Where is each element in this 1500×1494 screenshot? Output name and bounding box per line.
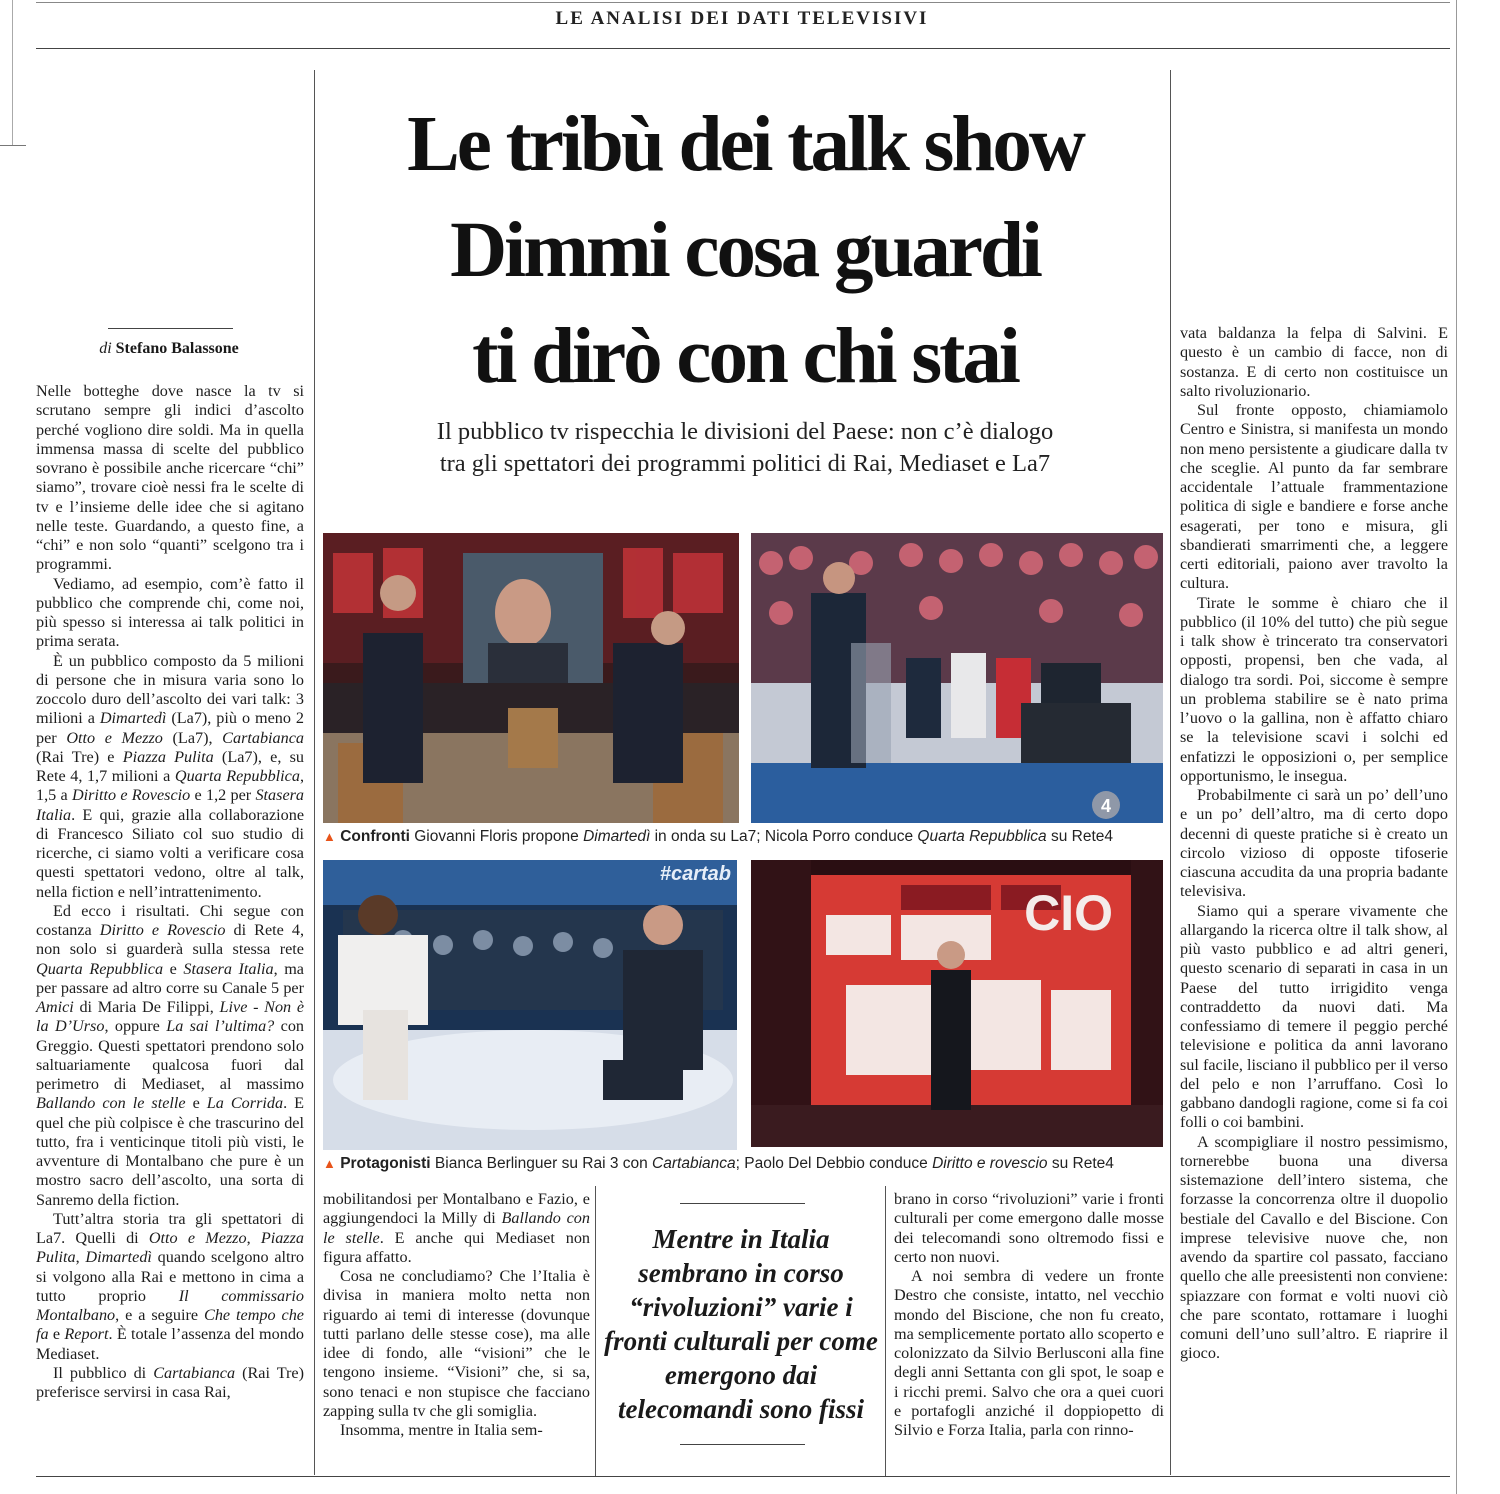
top-rule	[36, 2, 1450, 3]
pullquote-rule-top	[680, 1203, 805, 1204]
headline-line: ti dirò con chi stai	[472, 313, 1018, 400]
byline-rule	[108, 328, 233, 329]
page-edge-right	[1456, 0, 1457, 1494]
pull-quote: Mentre in Italia sembrano in corso “rivoluzioni” varie i fronti culturali per come emergono dai telecomandi sono fissi	[604, 1224, 878, 1424]
crop-mark	[0, 145, 26, 146]
column-rule	[595, 1186, 596, 1476]
column-rule	[885, 1186, 886, 1476]
section-header: LE ANALISI DEI DATI TELEVISIVI	[555, 8, 929, 29]
bottom-rule	[36, 1476, 1450, 1477]
photo-diritto-rovescio	[751, 860, 1163, 1147]
subheadline: Il pubblico tv rispecchia le divisioni del Paese: non c’è dialogo tra gli spettatori dei programmi politici di Rai, Mediaset e La7	[436, 418, 1054, 477]
headline-line: Dimmi cosa guardi	[450, 207, 1040, 294]
crop-mark-v	[12, 0, 13, 145]
hashtag-overlay: #cartab	[659, 863, 731, 885]
article-column-4: vata baldanza la felpa di Salvini. E questo è un cambio di facce, non di sostanza. E di certo non costituisce un salto rivoluzionario. Sul fronte opposto, chiamiamolo Centro e Sinistra, si manifesta un mondo non meno persistente a giudicare dalla tv che sceglie. Al punto da far sembrare accidentale l’attuale frammentazione politica di sigle e bandiere e forse anche esagerati, per tono e misura, gli sbandierati smarrimenti che, a leggere certi editoriali, paiono aver travolto la cultura. Tirate le somme è chiaro che il pubblico (il 10% del tutto) che più segue i talk show è trincerato tra conservatori opposti, propensi, ben che vada, al dialogo tra sordi. Poi, siccome è sempre un problema stabilire se è nato prima l’uovo o la gallina, non è affatto chiaro se la televisione scavi i solchi ed enfatizzi le opposizioni o, per semplice opportunismo, le insegua. Probabilmente ci sarà un po’ dell’uno e un po’ dell’altro, ma di certo dopo decenni di queste pratiche si è creato un circolo vizioso di opposte tifoserie ciascuna accudita da una propria badante televisiva. Siamo qui a sperare vivamente che allargando la ricerca oltre il talk show, al più vasto pubblico e ad altri generi, questo scenario di separati in casa in un Paese del tutto irrigidito venga contraddetto da nuovi dati. Ma confessiamo di temere il peggio perché televisione e politica da anni lavorano sul facile, lisciano il pubblico per il verso del pelo e non l’arruffano. Così lo gabbano dandogli ragione, come si fa coi folli o coi bambini. A scompigliare il nostro pessimismo, tornerebbe buona una diversa sistemazione dell’intero sistema, che forzasse la concorrenza oltre il duopolio bestiale del Cavallo e del Biscione. Con imprese televisive nuove che, non avendo da spartire col passato, facciano quello che alle preesistenti non conviene: spiazzare con format e volti nuovi ciò che pare scontato, rottamare i luoghi comuni dell’uno sull’altro. E riaprire il gioco.	[1180, 324, 1448, 1363]
headline-line: Le tribù dei talk show	[407, 101, 1083, 188]
column-rule	[1170, 70, 1171, 1475]
article-column-1: Nelle botteghe dove nasce la tv si scrutano sempre gli indici d’ascolto perché vogliono dire soldi. Ma in quella immensa massa di scelte del pubblico sovrano è possibile anche ricercare “chi” siamo”, trovare cioè nessi fra le scelte di tv e l’insieme delle idee che si agitano nelle teste. Guardando, a questo fine, a “chi” e non solo “quanti” scelgono tra i programmi. Vediamo, ad esempio, com’è fatto il pubblico che comprende chi, come noi, più spesso si interessa ai talk politici in prima serata. È un pubblico composto da 5 milioni di persone che in misura varia sono lo zoccolo duro dell’ascolto dei vari talk: 3 milioni a Dimartedì (La7), più o meno 2 per Otto e Mezzo (La7), Cartabianca (Rai Tre) e Piazza Pulita (La7), e, su Rete 4, 1,7 milioni a Quarta Repubblica, 1,5 a Diritto e Rovescio e 1,2 per Stasera Italia. E qui, grazie alla collaborazione di Francesco Siliato col suo studio di ricerche, ci siamo volti a verificare cosa questi spettatori vedono, oltre al talk, nella fiction e nell’intrattenimento. Ed ecco i risultati. Chi segue con costanza Diritto e Rovescio di Rete 4, non solo si guarderà sulla stessa rete Quarta Repubblica e Stasera Italia, ma per passare ad altro corre su Canale 5 per Amici di Maria De Filippi, Live - Non è la D’Urso, oppure La sai l’ultima? con Greggio. Questi spettatori prendono solo saltuariamente qualcosa fuori dal perimetro di Mediaset, al massimo Ballando con le stelle e La Corrida. E quel che più colpisce è che trascurino del tutto, fra i venticinque titoli più visti, le avventure di Montalbano che pure è un mostro sacro dell’ascolto, una sorta di Sanremo della fiction. Tutt’altra storia tra gli spettatori di La7. Quelli di Otto e Mezzo, Piazza Pulita, Dimartedì quando scelgono altro si volgono alla Rai e mettono in cima a tutto proprio Il commissario Montalbano, e a seguire Che tempo che fa e Report. È totale l’assenza del mondo Mediaset. Il pubblico di Cartabianca (Rai Tre) preferisce servirsi in casa Rai,	[36, 382, 305, 1401]
headline	[320, 92, 1170, 410]
photo-caption-bottom: ▲ Protagonisti Bianca Berlinguer su Rai 3 con Cartabianca; Paolo Del Debbio conduce Diritto e rovescio su Rete4	[323, 1155, 1114, 1172]
channel-badge: 4	[1100, 796, 1112, 816]
header-rule	[36, 48, 1450, 49]
wall-text: CIO	[1024, 885, 1113, 941]
column-rule	[314, 70, 315, 1475]
photo-quarta-repubblica	[751, 533, 1163, 823]
article-column-3: brano in corso “rivoluzioni” varie i fronti culturali per come emergono dalle mosse dei telecomandi sono oltremodo fissi e certo non nuovi. A noi sembra di vedere un fronte Destro che consiste, intatto, nel vecchio mondo del Biscione, che non fu creato, ma semplicemente portato allo scoperto e colonizzato da Silvio Berlusconi alla fine degli anni Settanta con gli spot, le soap e i ricchi premi. Salvo che ora a quei cuori e portafogli anziché il doppiopetto di Silvio e Forza Italia, parla con rinno-	[894, 1190, 1164, 1439]
photo-caption-top: ▲ Confronti Giovanni Floris propone Dimartedì in onda su La7; Nicola Porro conduce Quarta Repubblica su Rete4	[323, 828, 1114, 845]
photo-dimartedi	[323, 533, 739, 823]
photo-cartabianca	[323, 860, 737, 1150]
article-column-2: mobilitandosi per Montalbano e Fazio, e aggiungendoci la Milly di Ballando con le stelle. E anche qui Mediaset non figura affatto. Cosa ne concludiamo? Che l’Italia è divisa in maniera molto netta non riguardo ai temi di interesse (dovunque tutti parlano delle stesse cose), ma alle idee di fondo, alle “visioni” che le tengono insieme. “Visioni” che, si sa, sono tenaci e non stupisce che facciano zapping sulla tv che gli somiglia. Insomma, mentre in Italia sem-	[323, 1190, 591, 1439]
pullquote-rule-bottom	[680, 1444, 805, 1445]
byline: di Stefano Balassone	[99, 340, 239, 357]
